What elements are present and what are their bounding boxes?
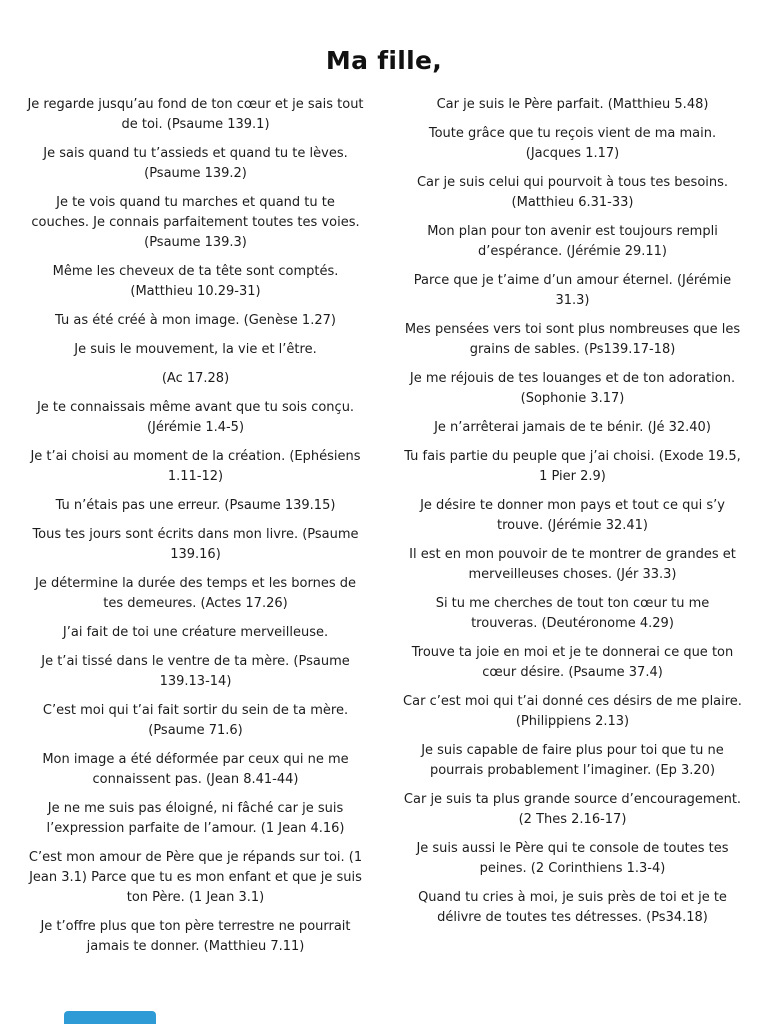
page-title: Ma fille,	[325, 46, 443, 75]
verse-paragraph: Je sais quand tu t’assieds et quand tu te lèves. (Psaume 139.2)	[43, 146, 348, 181]
verse-paragraph: Toute grâce que tu reçois vient de ma main. (Jacques 1.17)	[428, 126, 717, 161]
right-column	[403, 95, 742, 966]
verse-paragraph: Car c’est moi qui t’ai donné ces désirs de me plaire. (Philippiens 2.13)	[403, 694, 742, 729]
verse-paragraph: Si tu me cherches de tout ton cœur tu me trouveras. (Deutéronome 4.29)	[435, 596, 710, 631]
verse-paragraph: Je suis capable de faire plus pour toi que tu ne pourrais probablement l’imaginer. (Ep 3.20)	[421, 743, 724, 778]
bottom-partial-button[interactable]	[64, 1011, 156, 1024]
verse-paragraph: Je te vois quand tu marches et quand tu te couches. Je connais parfaitement toutes tes voies. (Psaume 139.3)	[31, 195, 360, 250]
verse-paragraph: (Ac 17.28)	[161, 371, 230, 386]
verse-paragraph: Parce que je t’aime d’un amour éternel. (Jérémie 31.3)	[413, 273, 732, 308]
verse-paragraph: Car je suis celui qui pourvoit à tous tes besoins. (Matthieu 6.31-33)	[416, 175, 729, 210]
verse-paragraph: Je t’ai choisi au moment de la création. (Ephésiens 1.11-12)	[30, 449, 361, 484]
left-column	[26, 95, 365, 966]
verse-paragraph: Tous tes jours sont écrits dans mon livre. (Psaume 139.16)	[32, 527, 359, 562]
verse-paragraph: Tu n’étais pas une erreur. (Psaume 139.15)	[55, 498, 336, 513]
verse-paragraph: Car je suis ta plus grande source d’encouragement. (2 Thes 2.16-17)	[403, 792, 742, 827]
verse-paragraph: Je désire te donner mon pays et tout ce qui s’y trouve. (Jérémie 32.41)	[420, 498, 725, 533]
verse-paragraph: Je regarde jusqu’au fond de ton cœur et je sais tout de toi. (Psaume 139.1)	[27, 97, 364, 132]
verse-paragraph: C’est moi qui t’ai fait sortir du sein de ta mère. (Psaume 71.6)	[42, 703, 349, 738]
verse-paragraph: Je ne me suis pas éloigné, ni fâché car je suis l’expression parfaite de l’amour. (1 Jean 4.16)	[46, 801, 345, 836]
verse-paragraph: Tu fais partie du peuple que j’ai choisi. (Exode 19.5, 1 Pier 2.9)	[404, 449, 741, 484]
verse-paragraph: Tu as été créé à mon image. (Genèse 1.27)	[55, 313, 336, 328]
verse-paragraph: Je te connaissais même avant que tu sois conçu. (Jérémie 1.4-5)	[36, 400, 355, 435]
verse-paragraph: Je suis aussi le Père qui te console de toutes tes peines. (2 Corinthiens 1.3-4)	[416, 841, 729, 876]
verse-paragraph: J’ai fait de toi une créature merveilleuse.	[62, 625, 329, 640]
verse-paragraph: Mon image a été déformée par ceux qui ne me connaissent pas. (Jean 8.41-44)	[42, 752, 349, 787]
verse-paragraph: Je t’ai tissé dans le ventre de ta mère. (Psaume 139.13-14)	[41, 654, 350, 689]
verse-paragraph: Je n’arrêterai jamais de te bénir. (Jé 32.40)	[434, 420, 711, 435]
text-columns	[0, 95, 768, 966]
verse-paragraph: Je suis le mouvement, la vie et l’être.	[74, 342, 317, 357]
verse-paragraph: Il est en mon pouvoir de te montrer de grandes et merveilleuses choses. (Jér 33.3)	[409, 547, 736, 582]
verse-paragraph: Mes pensées vers toi sont plus nombreuses que les grains de sables. (Ps139.17-18)	[404, 322, 741, 357]
verse-paragraph: Je détermine la durée des temps et les bornes de tes demeures. (Actes 17.26)	[35, 576, 356, 611]
verse-paragraph: Même les cheveux de ta tête sont comptés. (Matthieu 10.29-31)	[52, 264, 339, 299]
verse-paragraph: C’est mon amour de Père que je répands sur toi. (1 Jean 3.1) Parce que tu es mon enfant et que je suis ton Père. (1 Jean 3.1)	[28, 850, 363, 905]
verse-paragraph: Je me réjouis de tes louanges et de ton adoration. (Sophonie 3.17)	[409, 371, 736, 406]
verse-paragraph: Car je suis le Père parfait. (Matthieu 5.48)	[436, 97, 709, 112]
verse-paragraph: Mon plan pour ton avenir est toujours rempli d’espérance. (Jérémie 29.11)	[427, 224, 718, 259]
verse-paragraph: Je t’offre plus que ton père terrestre ne pourrait jamais te donner. (Matthieu 7.11)	[40, 919, 351, 954]
verse-paragraph: Quand tu cries à moi, je suis près de toi et je te délivre de toutes tes détresses. (Ps34.18)	[418, 890, 727, 925]
verse-paragraph: Trouve ta joie en moi et je te donnerai ce que ton cœur désire. (Psaume 37.4)	[411, 645, 734, 680]
